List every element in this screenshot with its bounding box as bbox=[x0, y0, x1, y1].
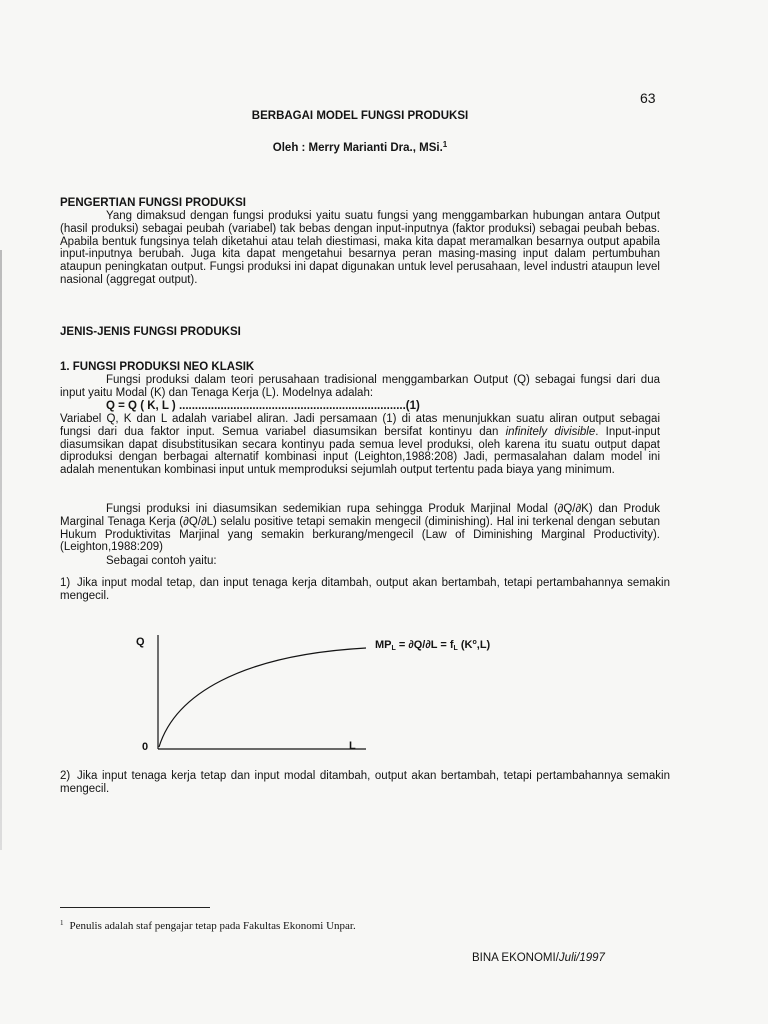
paragraph-pengertian-text: Yang dimaksud dengan fungsi produksi yaitu suatu fungsi yang menggambarkan hubungan antara Output (hasil produksi) sebagai peubah (variabel) tak bebas dengan input-inputnya (faktor produksi) sebagai peubah bebas. Apabila bentuk fungsinya telah diketahui atau telah diestimasi, maka kita dapat meramalkan besarnya output apabila input-inputnya berubah. Juga kita dapat mengetahui besarnya peran masing-masing input dalam pertumbuhan ataupun peningkatan output. Fungsi produksi ini dapat digunakan untuk level perusahaan, level industri ataupun level nasional (aggregat output). bbox=[60, 210, 660, 286]
formula-mp: MP bbox=[375, 639, 392, 651]
paragraph-variabel-text-a: Variabel Q, K dan L adalah variabel aliran. Jadi persamaan (1) di atas menunjukkan suatu aliran output sebagai fungsi dari dua faktor input. Semua variabel diasumsikan bersifat kontinyu dan bbox=[60, 413, 660, 438]
section-heading-jenis: JENIS-JENIS FUNGSI PRODUKSI bbox=[60, 326, 241, 338]
list-item-2-text: Jika input tenaga kerja tetap dan input modal ditambah, output akan bertambah, tetapi pertambahannya semakin mengecil. bbox=[60, 770, 670, 795]
term-infinitely-divisible: infinitely divisible bbox=[505, 425, 596, 438]
author-line bbox=[0, 139, 720, 155]
paragraph-contoh bbox=[60, 555, 660, 568]
journal-name: BINA EKONOMI/ bbox=[472, 952, 559, 964]
formula-k-superscript: o bbox=[472, 639, 477, 646]
section-heading-pengertian: PENGERTIAN FUNGSI PRODUKSI bbox=[60, 197, 246, 209]
formula-open: (K bbox=[457, 639, 473, 651]
page-number: 63 bbox=[640, 90, 656, 106]
author-name: Oleh : Merry Marianti Dra., MSi. bbox=[272, 142, 443, 154]
x-axis-label: L bbox=[349, 740, 356, 752]
paragraph-marjinal-text: Fungsi produksi ini diasumsikan sedemikian rupa sehingga Produk Marjinal Modal (∂Q/∂K) dan Produk Marginal Tenaga Kerja (∂Q/∂L) selalu positive tetapi semakin mengecil (diminishing). Hal ini terkenal dengan sebutan Hukum Produktivitas Marjinal yang semakin berkurang/mengecil (Law of Diminishing Marginal Productivity).(Leighton,1988:209) bbox=[60, 503, 660, 554]
marginal-product-formula bbox=[375, 637, 490, 656]
footnote-divider bbox=[60, 907, 210, 908]
paper-title: BERBAGAI MODEL FUNGSI PRODUKSI bbox=[251, 110, 469, 122]
equation-1: Q = Q ( K, L ) .......................................................................(1) bbox=[106, 400, 420, 412]
footnote-mark: 1 bbox=[60, 919, 64, 927]
author-footnote-mark: 1 bbox=[442, 140, 448, 149]
paragraph-variabel bbox=[60, 413, 660, 477]
footnote-text: Penulis adalah staf pengajar tetap pada Fakultas Ekonomi Unpar. bbox=[69, 920, 356, 932]
journal-date: Juli/1997 bbox=[558, 952, 605, 964]
section-heading-neo-klasik: 1. FUNGSI PRODUKSI NEO KLASIK bbox=[60, 361, 255, 373]
paragraph-marjinal bbox=[60, 503, 660, 554]
production-curve-figure bbox=[130, 625, 380, 760]
paragraph-contoh-text: Sebagai contoh yaitu: bbox=[106, 555, 217, 567]
paragraph-neo-klasik-intro-text: Fungsi produksi dalam teori perusahaan tradisional menggambarkan Output (Q) sebagai fungsi dari dua input yaitu Modal (K) dan Tenaga Kerja (L). Modelnya adalah: bbox=[60, 374, 660, 399]
paragraph-pengertian bbox=[60, 210, 660, 287]
list-item-1 bbox=[60, 577, 670, 603]
list-item-2 bbox=[60, 770, 670, 796]
formula-f-subscript: L bbox=[453, 645, 458, 652]
journal-footer bbox=[472, 952, 605, 965]
formula-close: ,L) bbox=[476, 639, 491, 651]
list-item-1-text: Jika input modal tetap, dan input tenaga kerja ditambah, output akan bertambah, tetapi pertambahannya semakin mengecil. bbox=[60, 577, 670, 602]
formula-mp-subscript: L bbox=[391, 645, 396, 652]
list-item-2-number: 2) bbox=[60, 770, 71, 782]
scan-edge-shadow bbox=[0, 250, 2, 850]
y-axis-label: Q bbox=[136, 636, 145, 648]
paragraph-neo-klasik-intro bbox=[60, 374, 660, 400]
paragraph-variabel-text-b: . Input-input diasumsikan dapat disubstitusikan secara kontinyu pada semua level produksi, oleh karena itu suatu output dapat diproduksi dengan berbagai alternatif kombinasi input (Leighton,1988:208) Jadi, permasalahan dalam model ini adalah menentukan kombinasi input untuk memproduksi sejumlah output tertentu pada biaya yang minimum. bbox=[60, 425, 661, 477]
total-product-curve bbox=[159, 648, 366, 747]
formula-derivative: = ∂Q/∂L = f bbox=[395, 639, 454, 651]
origin-label: 0 bbox=[142, 741, 149, 753]
list-item-1-number: 1) bbox=[60, 577, 71, 589]
footnote bbox=[60, 917, 356, 933]
